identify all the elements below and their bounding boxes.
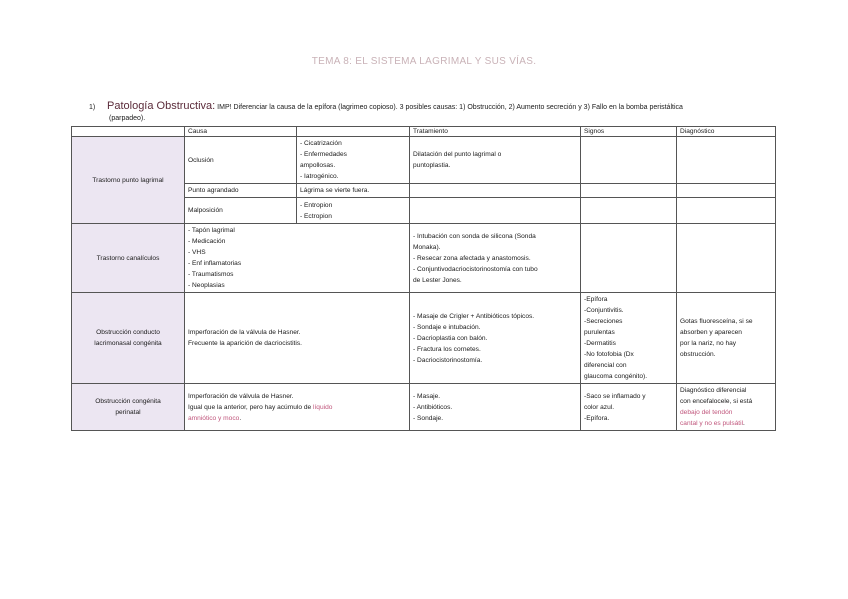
table-row [72, 293, 776, 384]
signos-congenita: -Epífora -Conjuntivitis. -Secreciones purulentas -Dermatitis -No fotofobia (Dx diferencial con glaucoma congénito). [581, 293, 677, 384]
table-row [72, 137, 776, 184]
empty-cell [410, 184, 581, 198]
highlight-text: debajo del tendón [680, 409, 733, 416]
header-detalle [297, 127, 410, 137]
header-empty [72, 127, 185, 137]
tratamiento-oclusion: Dilatación del punto lagrimal o puntoplastia. [410, 137, 581, 184]
header-tratamiento: Tratamiento [410, 127, 581, 137]
row-header-congenita: Obstrucción conducto lacrimonasal congénita [72, 293, 185, 384]
signos-perinatal: -Saco se inflamado y color azul. -Epífora. [581, 384, 677, 431]
pathology-table [71, 126, 776, 431]
signos-oclusion [581, 137, 677, 184]
section-text: IMP! Diferenciar la causa de la epífora (lagrimeo copioso). 3 posibles causas: 1) Obstrucción, 2) Aumento secreción y 3) Fallo en la bomba peristáltica [215, 104, 683, 111]
causa-congenita: Imperforación de la válvula de Hasner. Frecuente la aparición de dacriocistitis. [185, 293, 410, 384]
table-header-row [72, 127, 776, 137]
header-causa: Causa [185, 127, 297, 137]
causa-canaliculos: - Tapón lagrimal - Medicación - VHS - Enf inflamatorias - Traumatismos - Neoplasias [185, 224, 410, 293]
header-diagnostico: Diagnóstico [677, 127, 776, 137]
highlight-text: líquido [313, 403, 333, 411]
diagnostico-oclusion [677, 137, 776, 184]
diagnostico-perinatal: Diagnóstico diferencial con encefalocele, si está debajo del tendón cantal y no es pulsátil. [677, 384, 776, 431]
detalle-malposicion: - Entropion - Ectropion [297, 198, 410, 224]
table-row [72, 384, 776, 431]
page-title: TEMA 8: EL SISTEMA LAGRIMAL Y SUS VÍAS. [311, 56, 537, 67]
highlight-text: amniótico y moco [188, 414, 240, 422]
empty-cell [677, 198, 776, 224]
empty-cell [677, 184, 776, 198]
section-number: 1) [89, 104, 96, 111]
tratamiento-congenita: - Masaje de Crigler + Antibióticos tópicos. - Sondaje e intubación. - Dacrioplastia con balón. - Fractura los cornetes. - Dacriocistorinostomía. [410, 293, 581, 384]
detalle-agrandado: Lágrima se vierte fuera. [297, 184, 410, 198]
row-header-perinatal: Obstrucción congénita perinatal [72, 384, 185, 431]
empty-cell [581, 184, 677, 198]
table-row [72, 224, 776, 293]
tratamiento-canaliculos: - Intubación con sonda de silicona (Sonda Monaka). - Resecar zona afectada y anastomosis. - Conjuntivodacriocistorinostomía con tubo de Lester Jones. [410, 224, 581, 293]
section-heading: Patología Obstructiva: [107, 100, 216, 112]
causa-perinatal: Imperforación de válvula de Hasner. Igual que la anterior, pero hay acúmulo de líquido amniótico y moco. [185, 384, 410, 431]
causa-oclusion: Oclusión [185, 137, 297, 184]
empty-cell [410, 198, 581, 224]
causa-agrandado: Punto agrandado [185, 184, 297, 198]
empty-cell [581, 224, 677, 293]
tratamiento-perinatal: - Masaje. - Antibióticos. - Sondaje. [410, 384, 581, 431]
empty-cell [581, 198, 677, 224]
detalle-oclusion: - Cicatrización - Enfermedades ampollosas. - Iatrogénico. [297, 137, 410, 184]
diagnostico-congenita: Gotas fluoresceína, si se absorben y aparecen por la nariz, no hay obstrucción. [677, 293, 776, 384]
causa-malposicion: Malposición [185, 198, 297, 224]
section-text-continued: (parpadeo). [109, 115, 146, 122]
row-header-canaliculos: Trastorno canalículos [72, 224, 185, 293]
header-signos: Signos [581, 127, 677, 137]
empty-cell [677, 224, 776, 293]
section-intro [89, 101, 769, 124]
row-header-punto: Trastorno punto lagrimal [72, 137, 185, 224]
highlight-text: cantal y no es pulsátil [680, 420, 744, 427]
